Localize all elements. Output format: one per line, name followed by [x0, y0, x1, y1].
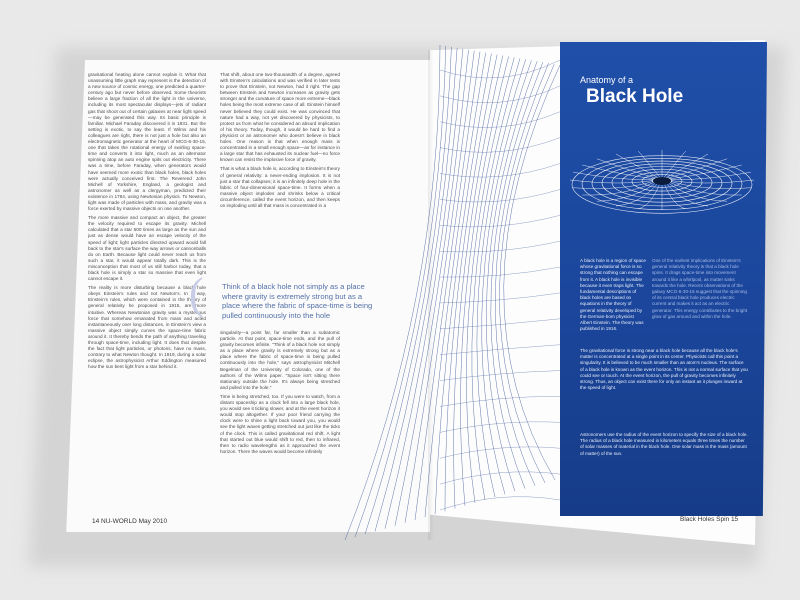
quote-mark-icon: ( [189, 269, 204, 318]
pull-quote: Think of a black hole not simply as a place where gravity is extremely strong but as a place where the fabric of space-time is being pulled continuously into the hole [222, 282, 373, 320]
warp-spoke [665, 154, 708, 178]
warp-spoke [616, 154, 659, 178]
paragraph: The reality is more disturbing because a black hole obeys Einstein's rules and not Newton's. In a way, Einstein's rules, which were contained in the theory of general relativity he proposed in 1915, are more intuitive. Whereas Newtonian gravity was a mysterious force that somehow emanated from mass and acted instantaneously over long distances, in Einstein's view a massive object simply curves the space-time fabric around it. It thereby bends the path of anything traveling through space-time, including light. It does that despite the fact that light particles, or photons, have no mass, contrary to what Newton thought. In 1919, during a solar eclipse, the astrophysicist Arthur Eddington measured how the sun bent light from a star behind it. [88, 285, 206, 370]
folio-left: 14 NU-WORLD May 2010 [92, 518, 168, 525]
paragraph: A black hole is a region of space whose gravitational force is so strong that nothing can escape from it. A black hole is invisible because it even traps light. The fundamental descriptions of black holes are based on equations in the theory of general relativity developed by the German-born physicist Albert Einstein. The theory was published in 1916. [580, 258, 646, 332]
black-hole-center [653, 177, 671, 185]
paragraph: The gravitational force is strong near a black hole because all the black hole's matter is concentrated at a single point in its center. Physicists call this point a singularity. It is believed to be much smaller than an atom's nucleus. The surface of a black hole is known as the event horizon. This is not a normal surface that you could see or touch. At the event horizon, the pull of gravity becomes infinitely strong. Thus, an object can exist there for only an instant as it plunges inward at the speed of light. [580, 348, 748, 391]
paragraph: That is what a black hole is, according to Einstein's theory of general relativity: a never-ending implosion. It is not just a star that collapses; it is an infinitely deep hole in the fabric of four-dimensional space-time. It forms when a massive object implodes and shrinks below a critical circumference, called the event horizon, and then keeps on imploding until all that mass is concentrated in a [220, 166, 340, 208]
paragraph: singularity—a point far, far smaller than a subatomic particle. At that point, space-time ends, and the pull of gravity becomes infinite. "Think of a black hole not simply as a place where gravity is extremely strong but as a place where the fabric of space-time is being pulled continuously into the hole," says astrophysicist Mitchell Begelman of the University of Colorado, one of the authors of the Wilms paper. "Space isn't sitting there stationary outside the hole. It's always being stretched and pulled into the hole." [220, 330, 340, 390]
paragraph: gravitational heating alone cannot explain it. What that unassuming little graph may represent is the detection of a new source of cosmic energy, one predicted a quarter-century ago but never before observed. Some theorists believe a large fraction of all the light in the universe, including its most spectacular displays—jets of radiant gas that shoot out of certain galaxies at near light speed—may be generated this way. Its basic principle is familiar. Michael Faraday discovered it in 1831. But the setting is exotic, to say the least. If Wilms and his colleagues are right, there is not just a hole but also an electromagnetic generator at the heart of MCG-6-30-15, one that takes the rotational energy of swirling space-time and converts it into light, much as an alternator spinning atop an auto engine spits out electricity. There was a time, before Faraday, when generators would have seemed more exotic than black holes, black holes were actually conceived first. The Reverend John Michell of Yorkshire, England, a geologist and astronomer as well as a clergyman, predicted their existence in 1784, using Newtonian physics. To Newton, light was made of particles with mass, and gravity was a force exerted by massive objects on one another. [88, 72, 206, 212]
paragraph: One of the earliest implications of Einstein's general relativity theory is that a black hole spins. It drags space-time into movement around it like a whirlpool, as matter sinks towards the hole. Recent observations of the galaxy MCG-6-30-15 suggest that the spinning of its central black hole produces electric current and makes it act as an electric generator. This energy contributes to the bright glow of gas around and within the hole. [652, 258, 748, 319]
paragraph: The more massive and compact an object, the greater the velocity required to escape its gravity. Michell calculated that a star 500 times as large as the sun and just as dense would have an escape velocity of the speed of light; light particles directed upward would fall back to the star's surface the way arrows or cannonballs do on Earth. Because light could never reach us from such a star, it would appear totally dark. This is the misconception that most of us still harbor today, that a black hole is simply a star so massive that even light cannot escape it. [88, 215, 206, 282]
paragraph: That shift, about one two-thousandth of a degree, agreed with Einstein's calculations and was verified in later tests to prove that Einstein, not Newton, had it right. The gap between Einstein and Newton increases as gravity gets stronger and the curvature of space more extreme—black holes being the most extreme case of all. Einstein himself never believed they could exist. He was convinced that nature had a way, not yet discovered by physicists, to protect us from what he considered an absurd implication of his theory. Today, though, it would be hard to find a physicist or an astronomer who doesn't believe in black holes. One reason is that when enough mass is concentrated in a small enough space—as for instance in a large star that has exhausted its nuclear fuel—no force known can resist the implosive force of gravity. [220, 72, 340, 163]
paragraph: Astronomers use the radius of the event horizon to specify the size of a black hole. The radius of a black hole measured in kilometers equals three times the number of solar masses of material in the black hole. One solar mass is the mass (amount of matter) of the sun. [580, 432, 748, 456]
sidebar-kicker: Anatomy of a [580, 75, 634, 85]
paragraph: Time is being stretched, too. If you were to watch, from a distant spaceship as a clock fell into a large black hole, you would see it ticking slower, and at the event horizon it would stop altogether. If your poor friend carrying the clock were to shine a light back toward you, you would see the light waves getting stretched out just like the ticks of the clock. This is called gravitational red shift. A light that started out blue would shift to red, then to infrared, then to radio wavelengths as it approached the event horizon. There the waves would become infinitely [220, 393, 340, 454]
sidebar-text-1 [580, 258, 646, 348]
folio-right: Black Holes Spin 15 [680, 516, 739, 523]
sidebar-text-3 [580, 348, 748, 424]
sidebar-headline: Black Hole [586, 86, 684, 107]
sidebar-text-2 [652, 258, 748, 348]
sidebar-text-4 [580, 432, 748, 482]
